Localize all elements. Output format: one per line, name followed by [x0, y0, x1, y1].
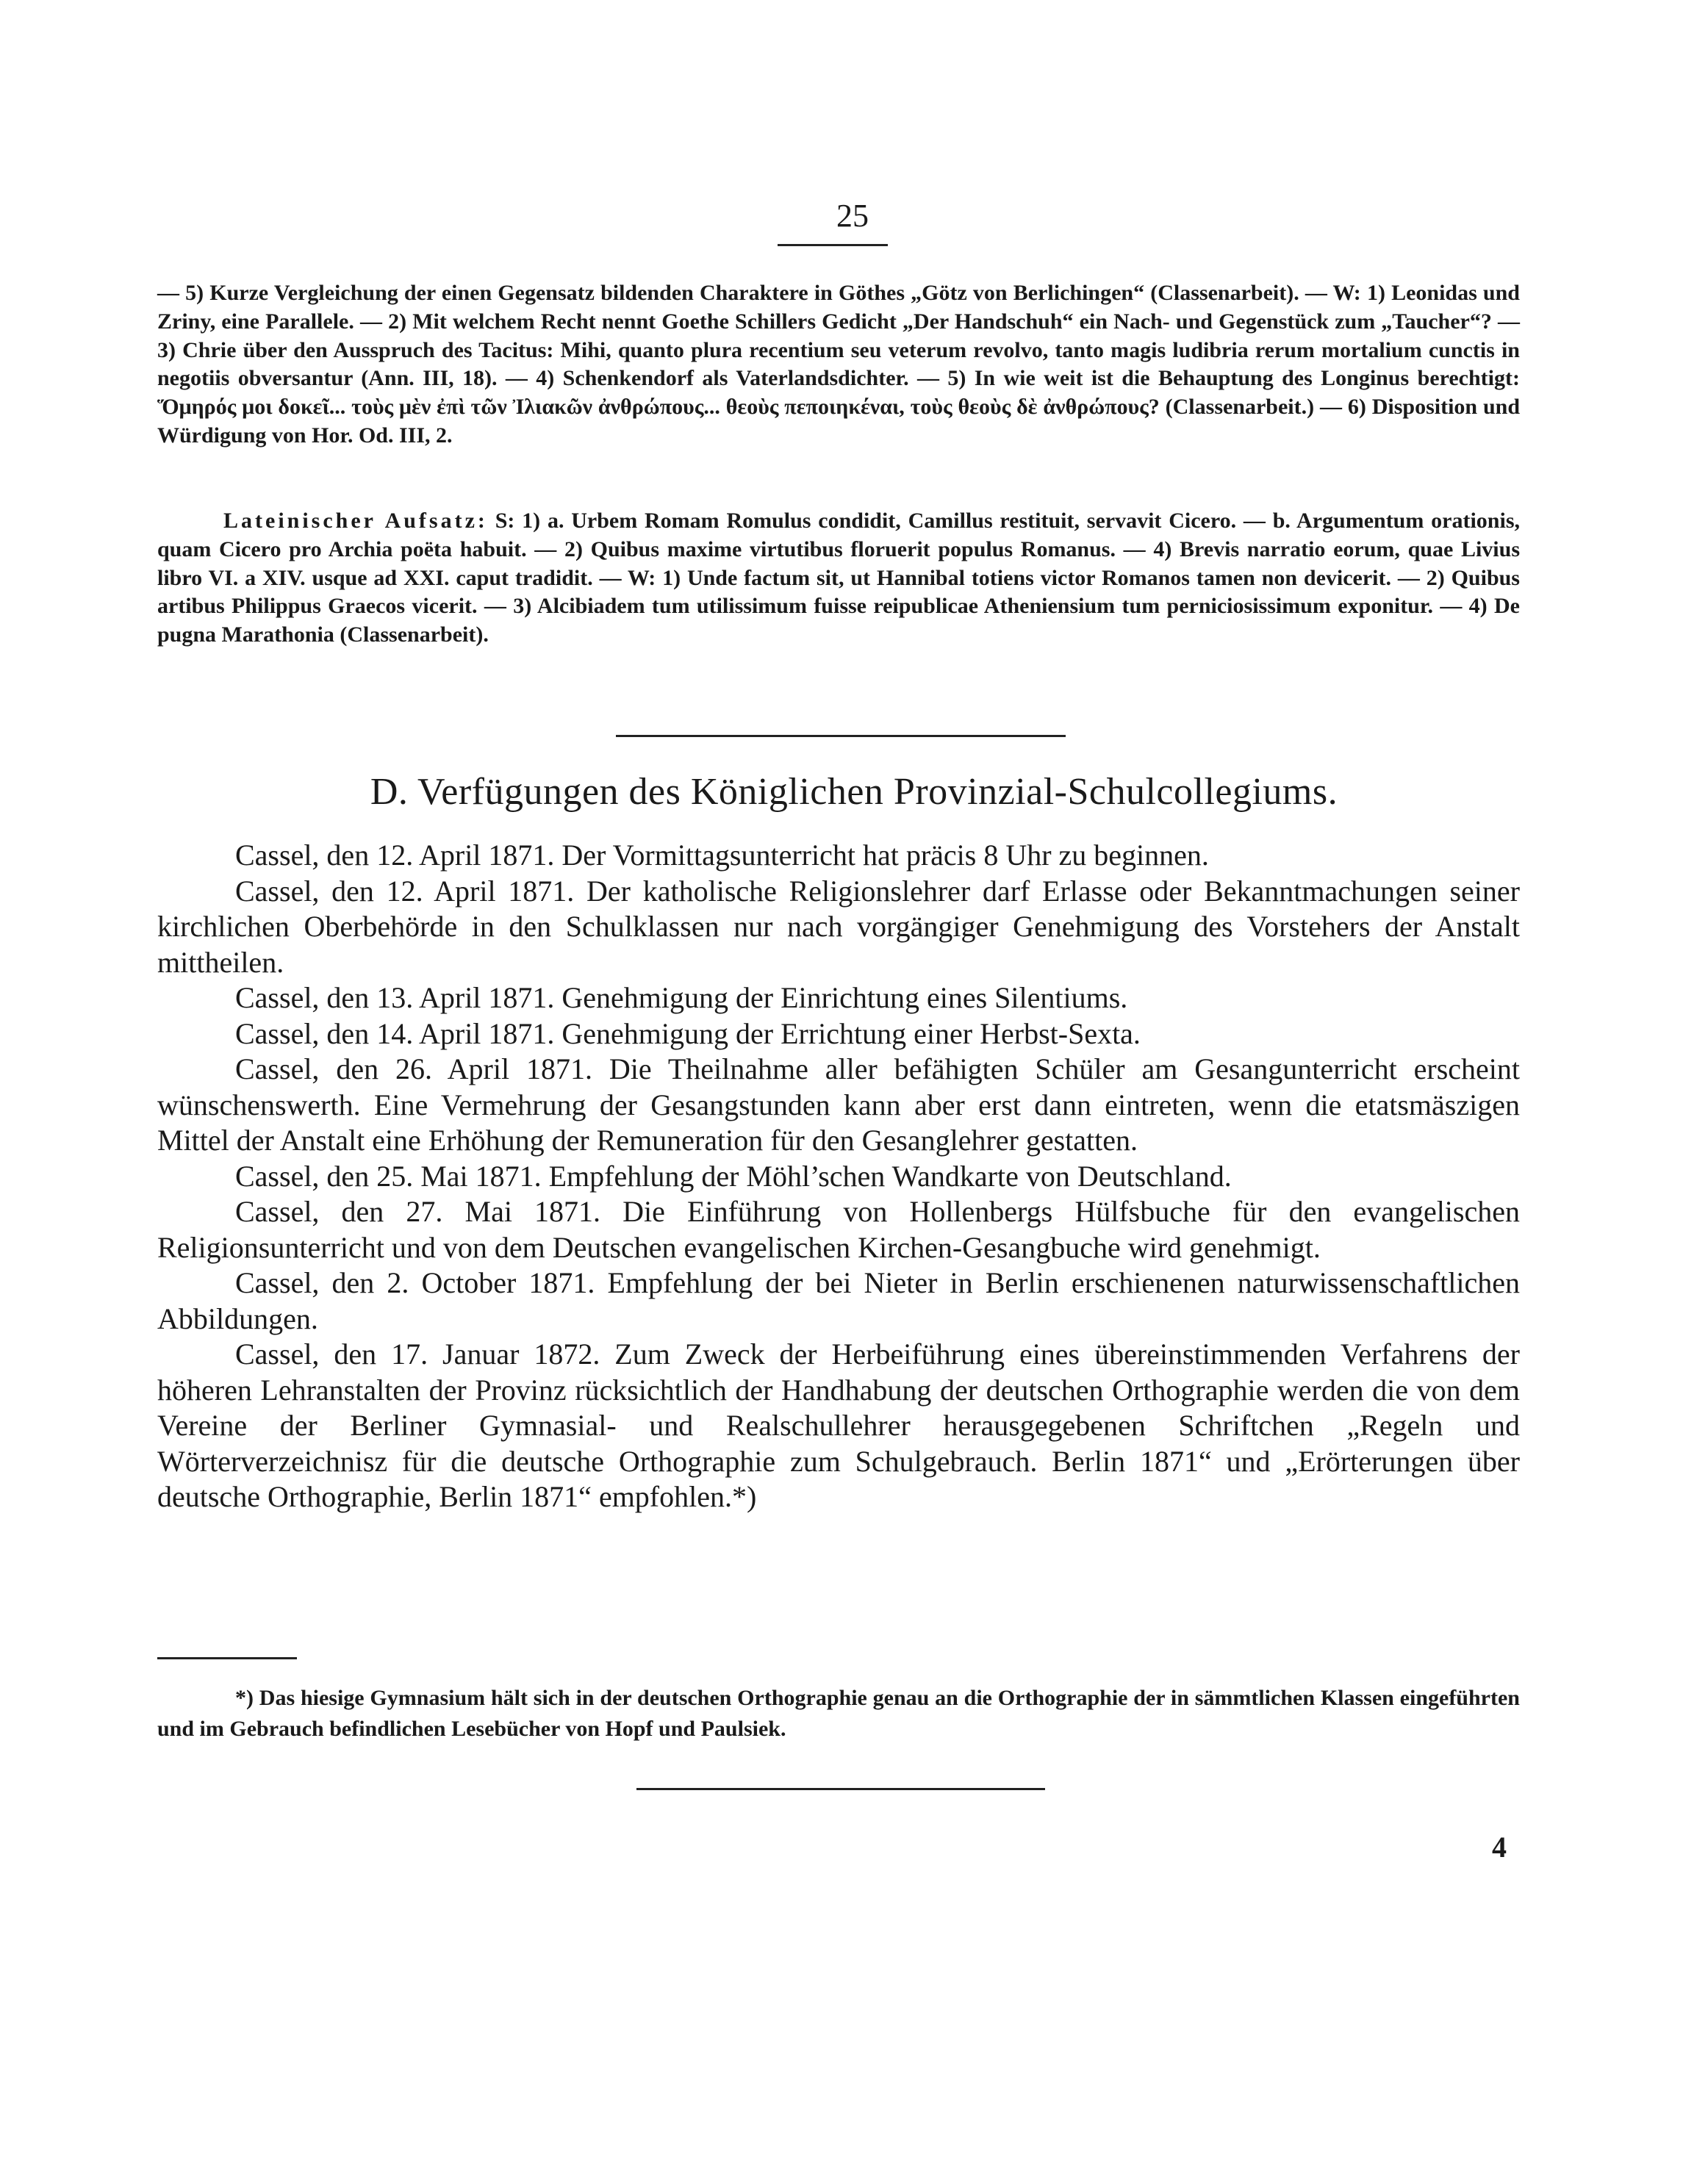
- latin-essay-label: Lateinischer Aufsatz:: [223, 509, 488, 533]
- section-heading: D. Verfügungen des Königlichen Provinzial-Schulcollegiums.: [370, 771, 1338, 813]
- decree-item: Cassel, den 14. April 1871. Genehmigung der Errichtung einer Herbst-Sexta.: [235, 1016, 1141, 1050]
- latin-essay-text: S: 1) a. Urbem Romam Romulus condidit, Camillus restituit, servavit Cicero. — b. Argumentum orationis, quam Cicero pro Archia poëta habuit. — 2) Quibus maxime virtutibus floruerit populus Romanus. — 4) Brevis narratio eorum, quae Livius libro VI. a XIV. usque ad XXI. caput tradidit. — W: 1) Unde factum sit, ut Hannibal totiens victor Romanos tamen non devicerit. — 2) Quibus artibus Philippus Graecos vicerit. — 3) Alcibiadem tum utilissimum fuisse reipublicae Atheniensium tum perniciosissimum exponitur. — 4) De pugna Marathonia (Classenarbeit).: [157, 509, 1520, 647]
- footnote-bottom-rule: [636, 1788, 1045, 1790]
- latin-essay-paragraph: [157, 507, 1520, 650]
- decree-item: Cassel, den 13. April 1871. Genehmigung der Einrichtung eines Silentiums.: [235, 981, 1128, 1014]
- signature-mark: 4: [1492, 1831, 1507, 1864]
- decree-list: [157, 838, 1520, 1515]
- header-rule: [778, 244, 888, 246]
- decree-item: Cassel, den 12. April 1871. Der Vormittagsunterricht hat präcis 8 Uhr zu beginnen.: [235, 838, 1209, 872]
- footnote-rule: [157, 1657, 297, 1659]
- decree-item: Cassel, den 12. April 1871. Der katholische Religionslehrer darf Erlasse oder Bekanntmachungen seiner kirchlichen Oberbehörde in den Schulklassen nur nach vorgängiger Genehmigung des Vorstehers der Anstalt mittheilen.: [157, 874, 1520, 979]
- decree-item: Cassel, den 2. October 1871. Empfehlung der bei Nieter in Berlin erschienenen naturwissenschaftlichen Abbildungen.: [157, 1266, 1520, 1335]
- decree-item: Cassel, den 27. Mai 1871. Die Einführung von Hollenbergs Hülfsbuche für den evangelischen Religionsunterricht und von dem Deutschen evangelischen Kirchen-Gesangbuche wird genehmigt.: [157, 1195, 1520, 1264]
- latin-essay-topics: [157, 507, 1520, 650]
- footnote: *) Das hiesige Gymnasium hält sich in der deutschen Orthographie genau an die Orthographie der in sämmtlichen Klassen eingeführten und im Gebrauch befindlichen Lesebücher von Hopf und Paulsiek.: [157, 1686, 1520, 1741]
- decree-item: Cassel, den 25. Mai 1871. Empfehlung der Möhl’schen Wandkarte von Deutschland.: [235, 1159, 1232, 1193]
- decree-item: Cassel, den 26. April 1871. Die Theilnahme aller befähigten Schüler am Gesangunterricht erscheint wünschenswerth. Eine Vermehrung der Gesangstunden kann aber erst dann eintreten, wenn die etatsmäszigen Mittel der Anstalt eine Erhöhung der Remuneration für den Gesanglehrer gestatten.: [157, 1052, 1520, 1157]
- german-essay-paragraph: — 5) Kurze Vergleichung der einen Gegensatz bildenden Charaktere in Göthes „Götz von Berlichingen“ (Classenarbeit). — W: 1) Leonidas und Zriny, eine Parallele. — 2) Mit welchem Recht nennt Goethe Schillers Gedicht „Der Handschuh“ ein Nach- und Gegenstück zum „Taucher“? — 3) Chrie über den Ausspruch des Tacitus: Mihi, quanto plura recentium seu veterum revolvo, tanto magis ludibria rerum mortalium cunctis in negotiis obversantur (Ann. III, 18). — 4) Schenkendorf als Vaterlandsdichter. — 5) In wie weit ist die Behauptung des Longinus berechtigt: Ὅμηρός μοι δοκεῖ... τοὺς μὲν ἐπὶ τῶν Ἰλιακῶν ἀνθρώπους... θεοὺς πεποιηκέναι, τοὺς θεοὺς δὲ ἀνθρώπους? (Classenarbeit.) — 6) Disposition und Würdigung von Hor. Od. III, 2.: [157, 281, 1520, 448]
- decree-item: Cassel, den 17. Januar 1872. Zum Zweck der Herbeiführung eines übereinstimmenden Verfahrens der höheren Lehranstalten der Provinz rücksichtlich der Handhabung der deutschen Orthographie werden die von dem Vereine der Berliner Gymnasial- und Realschullehrer herausgegebenen Schriftchen „Regeln und Wörterverzeichnisz für die deutsche Orthographie zum Schulgebrauch. Berlin 1871“ und „Erörterungen über deutsche Orthographie, Berlin 1871“ empfohlen.*): [157, 1337, 1520, 1513]
- german-essay-topics: [157, 279, 1520, 450]
- section-divider: [616, 735, 1066, 737]
- page-number: 25: [836, 198, 869, 234]
